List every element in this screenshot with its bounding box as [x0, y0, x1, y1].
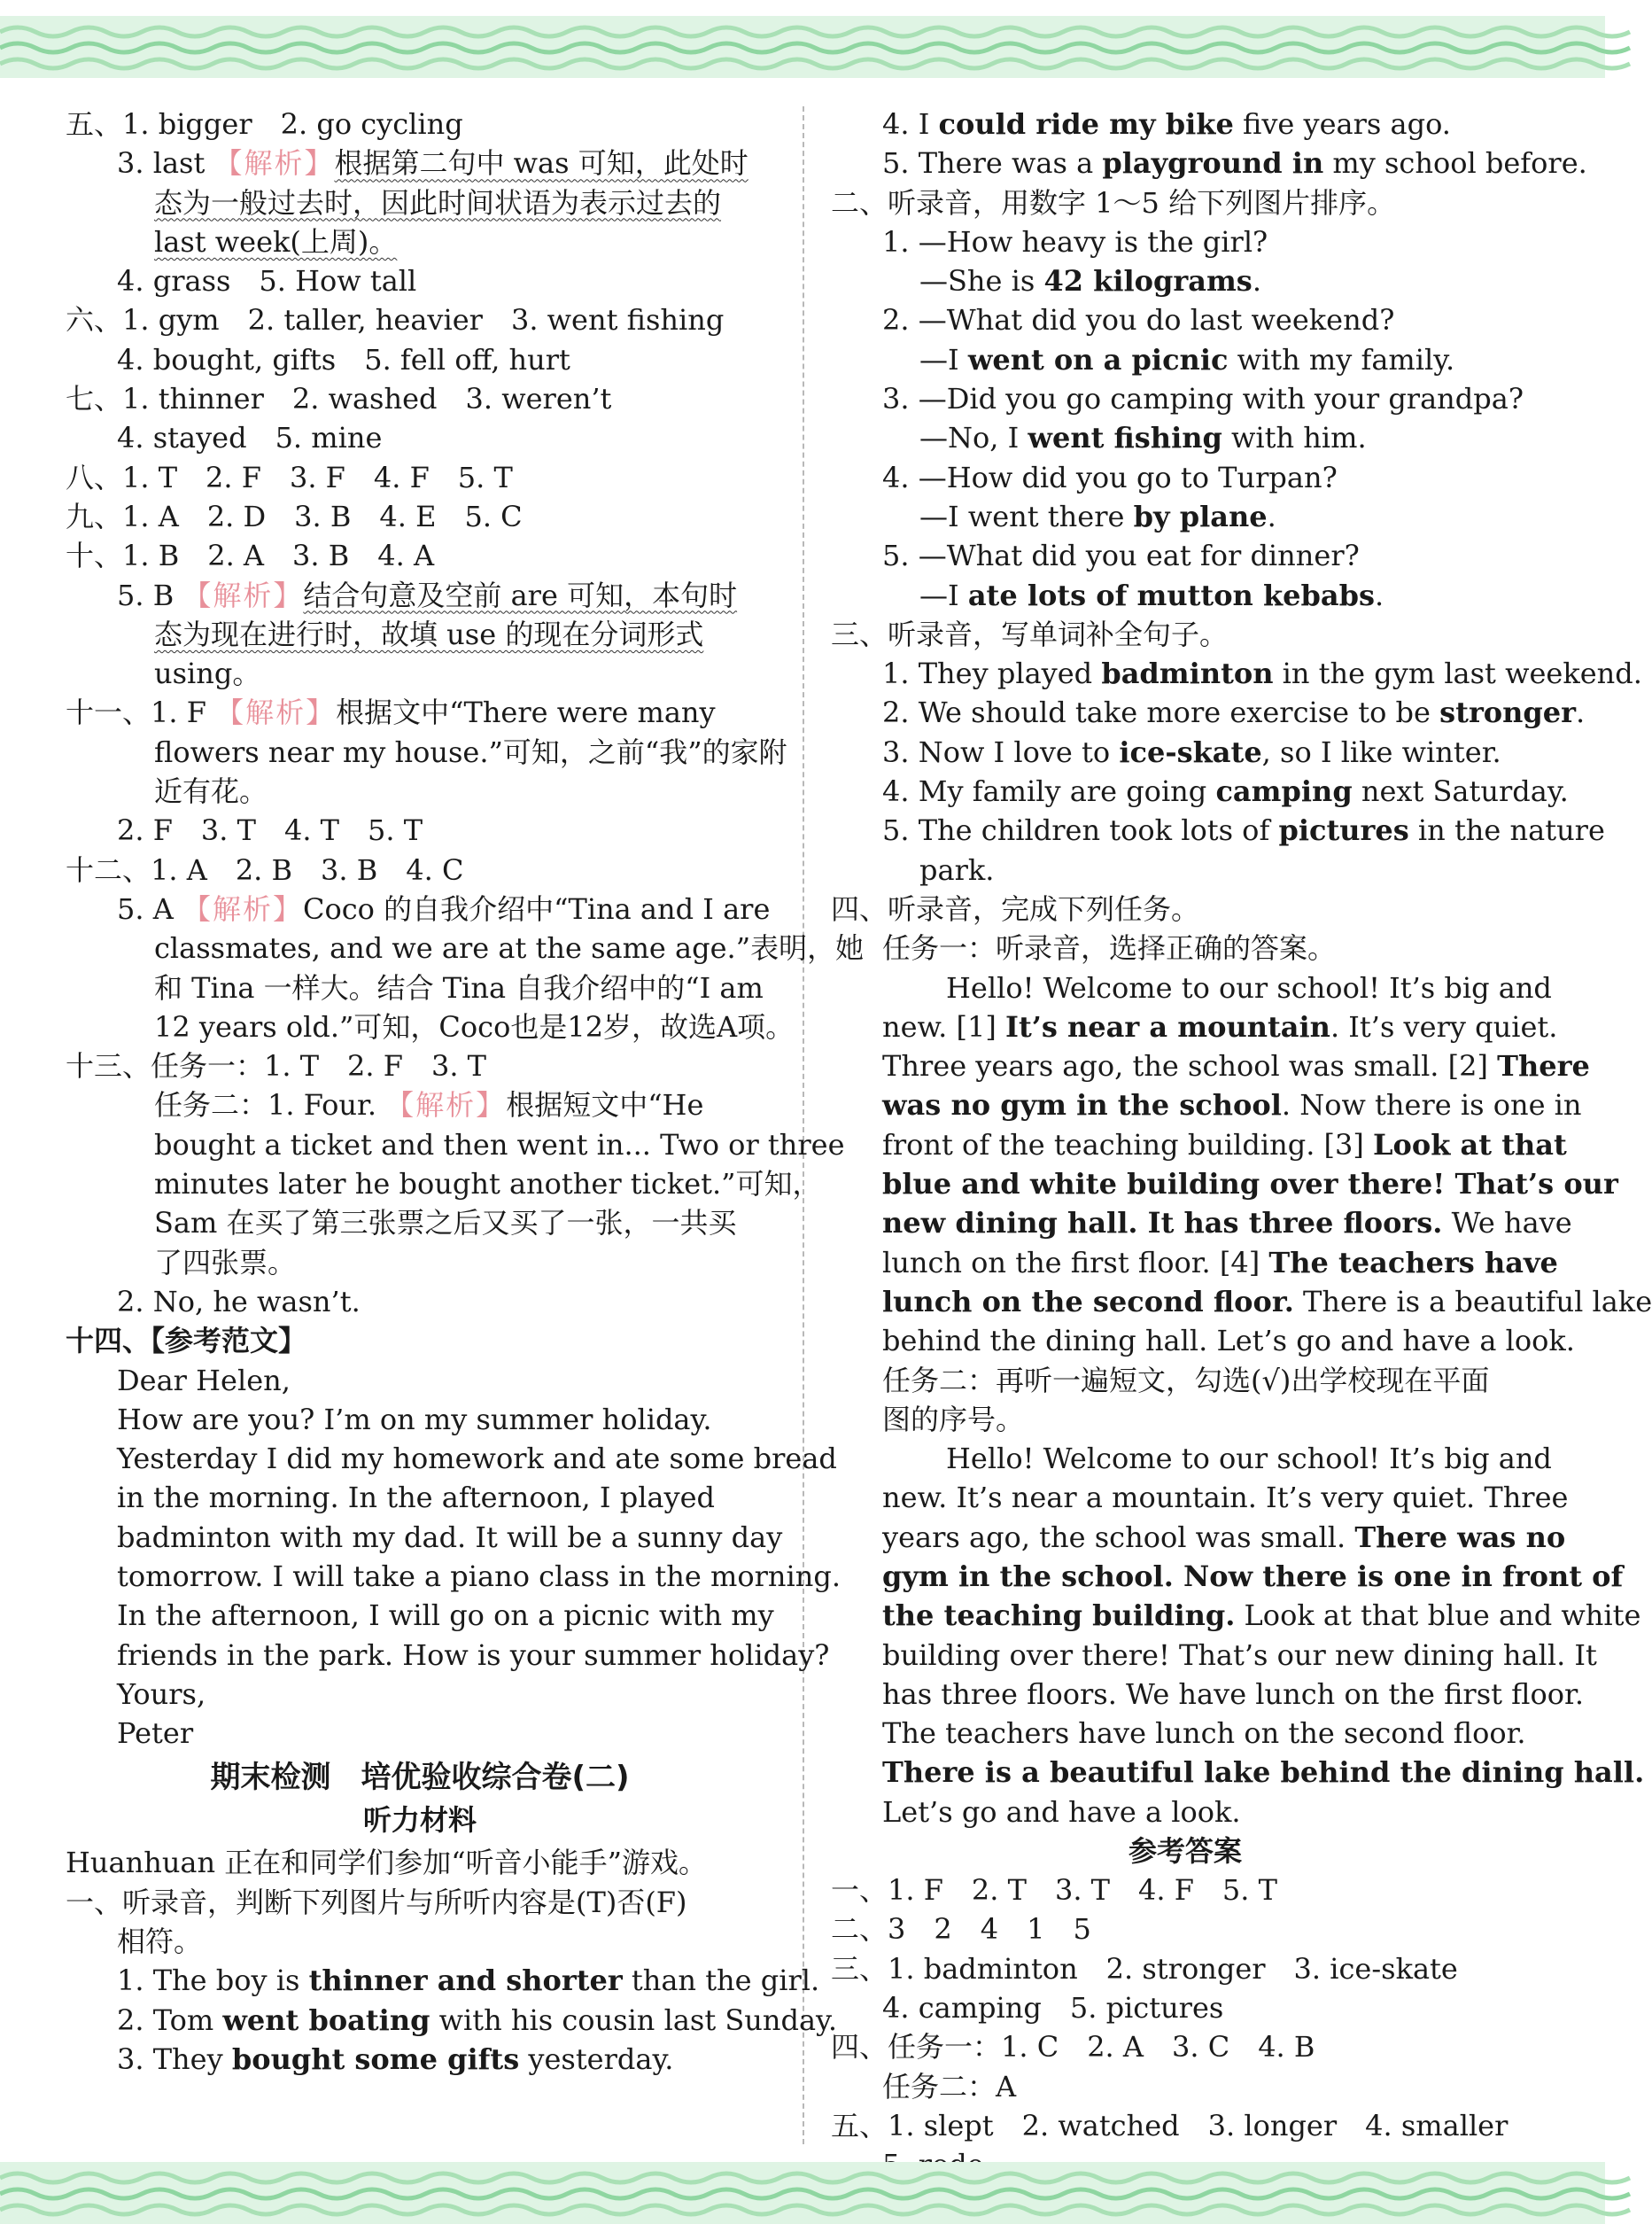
item-key: It’s near a mountain — [1004, 1009, 1330, 1044]
s13-line-2 — [66, 1085, 774, 1124]
item-text: —I — [919, 578, 968, 612]
s9-line: 九、1. A 2. D 3. B 4. E 5. C — [66, 499, 523, 533]
passage-line: There is a beautiful lake behind the dining hall. — [882, 1755, 1645, 1790]
item-text: than the girl. — [622, 1963, 820, 1998]
item-text: in the nature — [1408, 813, 1605, 848]
item-text: There is a beautiful lake — [1293, 1284, 1652, 1318]
s7-line-1: 七、1. thinner 2. washed 3. weren’t — [66, 382, 612, 416]
answer-line: 一、1. F 2. T 3. T 4. F 5. T — [831, 1873, 1277, 1908]
essay-line: How are you? I’m on my summer holiday. — [117, 1402, 712, 1436]
q1-item-5 — [831, 144, 1587, 183]
item-text: —No, I — [919, 421, 1028, 455]
analysis-text: 根据短文中“He — [506, 1088, 704, 1123]
item-key: thinner and shorter — [308, 1963, 623, 1998]
analysis-text: 根据文中“There were many — [336, 696, 716, 730]
item-key: There was no — [1354, 1520, 1566, 1554]
item-text: —She is — [919, 264, 1044, 299]
answer-line: 五、1. slept 2. watched 3. longer 4. smaller — [831, 2108, 1509, 2142]
s10-line-3 — [66, 615, 774, 654]
s6-line-1: 六、1. gym 2. taller, heavier 3. went fishing — [66, 303, 725, 338]
passage-line: behind the dining hall. Let’s go and have a look. — [882, 1324, 1575, 1358]
s12-line-4: 和 Tina 一样大。结合 Tina 自我介绍中的“I am — [154, 970, 764, 1005]
item-text: . — [1374, 578, 1384, 612]
analysis-tag: 【解析】 — [182, 891, 303, 926]
item-text: . — [1267, 499, 1276, 533]
analysis-text: 态为一般过去时，因此时间状语为表示过去的 — [154, 185, 722, 220]
s13-line-4: minutes later he bought another ticket.”可知， — [154, 1167, 821, 1201]
s11-line-2: flowers near my house.”可知，之前“我”的家附 — [154, 735, 787, 769]
left-column — [66, 105, 865, 2079]
item-text: new. [1] — [882, 1009, 1005, 1044]
s11-num: 十一、1. F — [66, 696, 206, 730]
q3-item-1 — [831, 654, 1642, 693]
essay-line: Dear Helen, — [117, 1363, 291, 1397]
item-text: yesterday. — [519, 2041, 674, 2076]
item-key: ice-skate — [1119, 735, 1262, 769]
q2-dialog-4b — [831, 497, 1540, 536]
item-text: 5. There was a — [882, 146, 1103, 181]
analysis-text: Coco 的自我介绍中“Tina and I are — [303, 891, 771, 926]
item-text: Three years ago, the school was small. [2] — [882, 1049, 1498, 1084]
item-text: 1. They played — [882, 657, 1102, 691]
q1-title: 一、听录音，判断下列图片与所听内容是(T)否(F) — [66, 1885, 687, 1919]
item-key: could ride my bike — [938, 107, 1234, 141]
bottom-decorative-band — [0, 2162, 1605, 2224]
s14-title: 十四、【参考范文】 — [66, 1324, 307, 1358]
s5-line-1: 五、1. bigger 2. go cycling — [66, 107, 463, 141]
item-text: , so I like winter. — [1261, 735, 1501, 769]
item-key: new dining hall. It has three floors. — [882, 1206, 1443, 1240]
q4-task2: 任务二：再听一遍短文，勾选(√)出学校现在平面 — [882, 1363, 1490, 1397]
q1-title-cont: 相符。 — [117, 1925, 203, 1959]
q3-item-2 — [831, 693, 1586, 732]
item-text: with him. — [1222, 421, 1367, 455]
item-text: with my family. — [1228, 342, 1455, 377]
passage-line — [831, 1085, 1582, 1124]
item-key: The teachers have — [1268, 1245, 1558, 1279]
s13-line-1: 十三、任务一：1. T 2. F 3. T — [66, 1049, 487, 1084]
q2-dialog-1a: 1. —How heavy is the girl? — [882, 224, 1268, 259]
passage-line: blue and white building over there! That’s our — [882, 1167, 1618, 1201]
item-key: went on a picnic — [967, 342, 1229, 377]
passage-line: new. It’s near a mountain. It’s very quiet. Three — [882, 1481, 1569, 1515]
item-text: front of the teaching building. [3] — [882, 1127, 1374, 1162]
analysis-tag: 【解析】 — [213, 146, 335, 181]
q2-dialog-3a: 3. —Did you go camping with your grandpa? — [882, 382, 1524, 416]
analysis-tag: 【解析】 — [182, 578, 304, 612]
passage-line: gym in the school. Now there is one in front of — [882, 1559, 1624, 1593]
item-key: bought some gifts — [231, 2041, 520, 2076]
item-text: years ago, the school was small. — [882, 1520, 1355, 1554]
q4-title: 四、听录音，完成下列任务。 — [831, 891, 1200, 926]
s11-line-4: 2. F 3. T 4. T 5. T — [117, 813, 423, 848]
answer-line: 四、任务一：1. C 2. A 3. C 4. B — [831, 2030, 1315, 2065]
passage-line — [831, 1282, 1652, 1321]
q1-item-1 — [66, 1961, 820, 2000]
analysis-text: 结合句意及空前 are 可知，本句时 — [303, 578, 738, 612]
essay-line: In the afternoon, I will go on a picnic with my — [117, 1598, 774, 1633]
item-key: pictures — [1278, 813, 1409, 848]
passage-line — [831, 1243, 1558, 1282]
answer-line: 二、3 2 4 1 5 — [831, 1912, 1091, 1947]
analysis-tag: 【解析】 — [385, 1088, 507, 1123]
s6-line-2: 4. bought, gifts 5. fell off, hurt — [117, 342, 570, 377]
exam-title: 期末检测 培优验收综合卷(二) — [210, 1760, 630, 1796]
answer-line: 4. camping 5. pictures — [882, 1990, 1224, 2025]
q4-task1: 任务一：听录音，选择正确的答案。 — [882, 931, 1337, 966]
s12-line-3: classmates, and we are at the same age.”表明，她 — [154, 931, 865, 966]
q1-item-4 — [831, 105, 1540, 144]
s12-line-2 — [66, 890, 774, 929]
item-key: badminton — [1101, 657, 1274, 691]
q2-dialog-2a: 2. —What did you do last weekend? — [882, 303, 1395, 338]
essay-line: tomorrow. I will take a piano class in the morning. — [117, 1559, 841, 1593]
answers-title: 参考答案 — [1128, 1834, 1242, 1869]
s13-line-7: 2. No, he wasn’t. — [117, 1284, 361, 1318]
s5-line-2 — [66, 144, 774, 183]
essay-line: Yesterday I did my homework and ate some bread — [117, 1442, 837, 1476]
item-key: was no gym in the school — [882, 1088, 1282, 1123]
q4-task2-cont: 图的序号。 — [882, 1402, 1025, 1436]
item-key: went fishing — [1028, 421, 1222, 455]
q2-dialog-5b — [831, 576, 1540, 615]
s10-num: 5. B — [117, 578, 175, 612]
analysis-text: 根据第二句中 was 可知，此处时 — [334, 146, 748, 181]
passage-line — [831, 1046, 1590, 1085]
s5-num: 3. — [117, 146, 144, 181]
s10-line-2 — [66, 576, 774, 615]
item-key: went boating — [222, 2002, 430, 2037]
essay-line: Peter — [117, 1716, 194, 1751]
item-key: There — [1497, 1049, 1590, 1084]
s11-line-1 — [66, 693, 774, 732]
essay-line: in the morning. In the afternoon, I played — [117, 1481, 715, 1515]
passage-line: Hello! Welcome to our school! It’s big and — [946, 970, 1552, 1005]
item-text: 1. The boy is — [117, 1963, 309, 1998]
item-key: stronger — [1439, 696, 1576, 730]
q1-item-3 — [66, 2040, 774, 2079]
passage-line: building over there! That’s our new dining hall. It — [882, 1637, 1597, 1672]
item-text: next Saturday. — [1352, 774, 1569, 809]
item-key: camping — [1215, 774, 1353, 809]
s13-line-5: Sam 在买了第三张票之后又买了一张，一共买 — [154, 1206, 737, 1240]
item-text: 2. Tom — [117, 2002, 223, 2037]
q2-title: 二、听录音，用数字 1～5 给下列图片排序。 — [831, 185, 1396, 220]
item-text: We have — [1442, 1206, 1572, 1240]
s7-line-2: 4. stayed 5. mine — [117, 421, 383, 455]
q3-item-4 — [831, 772, 1569, 811]
item-text: 3. They — [117, 2041, 232, 2076]
q2-dialog-4a: 4. —How did you go to Turpan? — [882, 460, 1338, 494]
passage-line — [831, 1007, 1558, 1046]
q1-item-2 — [66, 2001, 838, 2040]
passage-line: Hello! Welcome to our school! It’s big and — [946, 1442, 1552, 1476]
passage-line — [831, 1596, 1641, 1635]
item-key: the teaching building. — [882, 1598, 1236, 1633]
s12-num: 5. A — [117, 891, 174, 926]
s10-line-1: 十、1. B 2. A 3. B 4. A — [66, 539, 435, 573]
passage-line: The teachers have lunch on the second floor. — [882, 1716, 1526, 1751]
q3-title: 三、听录音，写单词补全句子。 — [831, 617, 1229, 651]
s12-line-1: 十二、1. A 2. B 3. B 4. C — [66, 852, 464, 887]
s12-line-5: 12 years old.”可知，Coco也是12岁，故选A项。 — [154, 1009, 795, 1044]
analysis-tag: 【解析】 — [215, 696, 337, 730]
passage-line — [831, 1203, 1572, 1242]
item-text: 5. The children took lots of — [882, 813, 1279, 848]
item-text: in the gym last weekend. — [1273, 657, 1642, 691]
s13-line-3: bought a ticket and then went in... Two or three — [154, 1127, 845, 1162]
item-text: Look at that blue and white — [1235, 1598, 1641, 1633]
item-text: 3. Now I love to — [882, 735, 1120, 769]
item-text: . — [1576, 696, 1586, 730]
essay-line: friends in the park. How is your summer holiday? — [117, 1637, 830, 1672]
q2-dialog-2b — [831, 340, 1540, 379]
s13-task2: 任务二：1. Four. — [154, 1088, 376, 1123]
item-text: . — [1252, 264, 1261, 299]
item-text: five years ago. — [1233, 107, 1451, 141]
item-key: by plane — [1133, 499, 1268, 533]
item-text: 2. We should take more exercise to be — [882, 696, 1440, 730]
q3-item-3 — [831, 733, 1540, 772]
passage-line: Let’s go and have a look. — [882, 1794, 1241, 1829]
passage-line — [831, 1125, 1567, 1164]
item-text: with his cousin last Sunday. — [430, 2002, 838, 2037]
exam-intro: Huanhuan 正在和同学们参加“听音小能手”游戏。 — [66, 1846, 708, 1880]
item-key: 42 kilograms — [1043, 264, 1253, 299]
analysis-text: last week(上周)。 — [154, 224, 398, 259]
s10-line-4: using。 — [154, 657, 261, 691]
s13-line-6: 了四张票。 — [154, 1245, 297, 1279]
item-text: —I — [919, 342, 968, 377]
s5-answer: last — [152, 146, 206, 181]
item-text: my school before. — [1323, 146, 1587, 181]
top-decorative-band — [0, 16, 1605, 78]
right-column — [831, 105, 1652, 2184]
q2-dialog-1b — [831, 261, 1540, 300]
item-text: . Now there is one in — [1281, 1088, 1582, 1123]
item-text: —I went there — [919, 499, 1134, 533]
analysis-text: 态为现在进行时，故填 use 的现在分词形式 — [154, 617, 704, 651]
s5-line-3 — [66, 183, 774, 222]
s5-line-5: 4. grass 5. How tall — [117, 264, 417, 299]
q3-item-5 — [831, 811, 1605, 850]
item-text: 4. I — [882, 107, 939, 141]
item-key: lunch on the second floor. — [882, 1284, 1294, 1318]
q2-dialog-3b — [831, 418, 1540, 457]
q2-dialog-5a: 5. —What did you eat for dinner? — [882, 539, 1360, 573]
answer-line: 三、1. badminton 2. stronger 3. ice-skate — [831, 1951, 1458, 1986]
passage-line: has three floors. We have lunch on the first floor. — [882, 1676, 1584, 1711]
item-key: Look at that — [1373, 1127, 1567, 1162]
item-text: . It’s very quiet. — [1330, 1009, 1558, 1044]
item-text: lunch on the first floor. [4] — [882, 1245, 1269, 1279]
item-key: playground in — [1102, 146, 1324, 181]
s11-line-3: 近有花。 — [154, 774, 268, 809]
s8-line: 八、1. T 2. F 3. F 4. F 5. T — [66, 460, 513, 494]
essay-line: Yours, — [117, 1676, 206, 1711]
item-text: 4. My family are going — [882, 774, 1216, 809]
essay-line: badminton with my dad. It will be a sunny day — [117, 1520, 783, 1554]
exam-subtitle: 听力材料 — [362, 1803, 477, 1838]
s5-line-4 — [66, 222, 774, 261]
q3-item-5-cont: park. — [919, 852, 995, 887]
item-key: ate lots of mutton kebabs — [967, 578, 1375, 612]
answer-line: 任务二：A — [882, 2069, 1017, 2103]
passage-line — [831, 1518, 1566, 1557]
